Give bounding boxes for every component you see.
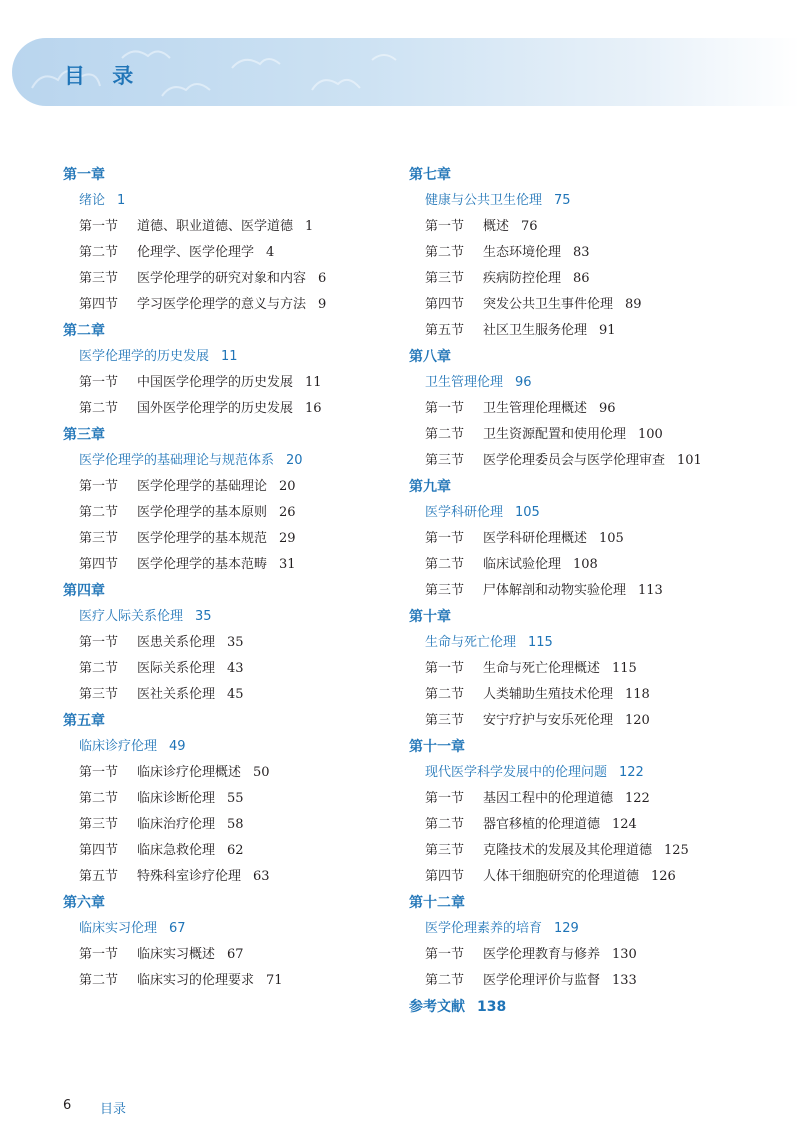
- section-title: 医学伦理教育与修养: [483, 947, 601, 962]
- section-page-number: 26: [279, 505, 296, 520]
- chapter-title[interactable]: [409, 500, 749, 526]
- chapter-title-text: 现代医学科学发展中的伦理问题: [425, 765, 608, 780]
- section-title: 医学科研伦理概述: [483, 531, 588, 546]
- section-number: 第一节: [79, 219, 119, 234]
- chapter-title[interactable]: [63, 448, 403, 474]
- chapter-label[interactable]: [63, 890, 403, 916]
- chapter-title[interactable]: [409, 630, 749, 656]
- section-number: 第一节: [425, 947, 465, 962]
- section-title: 社区卫生服务伦理: [483, 323, 588, 338]
- section-number: 第三节: [425, 271, 465, 286]
- toc-section-entry[interactable]: [63, 864, 403, 890]
- section-title: 人类辅助生殖技术伦理: [483, 687, 614, 702]
- section-title: 临床诊疗伦理概述: [137, 765, 242, 780]
- page-title: 目 录: [64, 64, 144, 88]
- section-page-number: 63: [253, 869, 270, 884]
- section-page-number: 125: [664, 843, 689, 858]
- section-number: 第二节: [79, 505, 119, 520]
- chapter-label-text: 第六章: [63, 895, 105, 911]
- section-number: 第四节: [425, 869, 465, 884]
- section-title: 临床实习概述: [137, 947, 216, 962]
- toc-section-entry[interactable]: [63, 370, 403, 396]
- chapter-title[interactable]: [63, 344, 403, 370]
- section-number: 第二节: [79, 973, 119, 988]
- toc-chapter: [409, 890, 749, 994]
- toc-chapter: [63, 318, 403, 422]
- toc-chapter: [409, 344, 749, 474]
- toc-section-entry[interactable]: [63, 838, 403, 864]
- section-title: 卫生管理伦理概述: [483, 401, 588, 416]
- section-number: 第一节: [79, 765, 119, 780]
- section-page-number: 31: [279, 557, 296, 572]
- chapter-label-text: 第三章: [63, 427, 105, 443]
- section-title: 尸体解剖和动物实验伦理: [483, 583, 627, 598]
- section-title: 突发公共卫生事件伦理: [483, 297, 614, 312]
- section-page-number: 115: [612, 661, 637, 676]
- section-number: 第三节: [79, 817, 119, 832]
- toc-section-entry[interactable]: [63, 630, 403, 656]
- section-page-number: 29: [279, 531, 296, 546]
- chapter-title-text: 医学科研伦理: [425, 505, 504, 520]
- section-title: 医患关系伦理: [137, 635, 216, 650]
- section-number: 第三节: [79, 531, 119, 546]
- chapter-title[interactable]: [409, 188, 749, 214]
- section-number: 第一节: [79, 947, 119, 962]
- chapter-title[interactable]: [63, 188, 403, 214]
- toc-section-entry[interactable]: [409, 578, 749, 604]
- section-page-number: 58: [227, 817, 244, 832]
- section-page-number: 101: [677, 453, 702, 468]
- section-title: 基因工程中的伦理道德: [483, 791, 614, 806]
- toc-chapter: [409, 604, 749, 734]
- section-page-number: 113: [638, 583, 663, 598]
- chapter-title-text: 医学伦理学的历史发展: [79, 349, 210, 364]
- chapter-page-number: 35: [195, 609, 212, 624]
- chapter-label-text: 第九章: [409, 479, 451, 495]
- section-number: 第二节: [79, 661, 119, 676]
- section-page-number: 100: [638, 427, 663, 442]
- section-number: 第三节: [425, 843, 465, 858]
- section-title: 概述: [483, 219, 510, 234]
- section-number: 第三节: [425, 453, 465, 468]
- toc-section-entry[interactable]: [409, 552, 749, 578]
- chapter-page-number: 138: [477, 999, 507, 1015]
- chapter-label-text: 第十章: [409, 609, 451, 625]
- chapter-title-text: 医疗人际关系伦理: [79, 609, 184, 624]
- section-number: 第二节: [425, 817, 465, 832]
- section-number: 第二节: [425, 427, 465, 442]
- section-title: 生态环境伦理: [483, 245, 562, 260]
- chapter-page-number: 115: [528, 635, 553, 650]
- toc-section-entry[interactable]: [409, 292, 749, 318]
- section-title: 医学伦理学的研究对象和内容: [137, 271, 307, 286]
- chapter-title-text: 生命与死亡伦理: [425, 635, 517, 650]
- chapter-label-text: 第四章: [63, 583, 105, 599]
- section-page-number: 50: [253, 765, 270, 780]
- section-number: 第三节: [425, 713, 465, 728]
- chapter-page-number: 67: [169, 921, 186, 936]
- toc-section-entry[interactable]: [409, 448, 749, 474]
- section-page-number: 108: [573, 557, 598, 572]
- section-title: 医学伦理学的基本原则: [137, 505, 268, 520]
- chapter-page-number: 122: [619, 765, 644, 780]
- section-number: 第二节: [425, 557, 465, 572]
- section-page-number: 118: [625, 687, 650, 702]
- section-page-number: 96: [599, 401, 616, 416]
- section-number: 第二节: [79, 245, 119, 260]
- chapter-label[interactable]: [409, 994, 749, 1020]
- chapter-label[interactable]: [409, 734, 749, 760]
- chapter-label-text: 参考文献: [409, 999, 465, 1015]
- chapter-page-number: 1: [117, 193, 126, 208]
- section-number: 第一节: [425, 661, 465, 676]
- chapter-label[interactable]: [63, 422, 403, 448]
- section-number: 第三节: [79, 271, 119, 286]
- chapter-label-text: 第二章: [63, 323, 105, 339]
- section-number: 第二节: [425, 687, 465, 702]
- section-title: 医社关系伦理: [137, 687, 216, 702]
- chapter-page-number: 96: [515, 375, 532, 390]
- chapter-label-text: 第五章: [63, 713, 105, 729]
- section-number: 第一节: [425, 531, 465, 546]
- section-page-number: 20: [279, 479, 296, 494]
- section-page-number: 9: [318, 297, 327, 312]
- toc-chapter: [63, 708, 403, 890]
- toc-section-entry[interactable]: [409, 708, 749, 734]
- toc-section-entry[interactable]: [63, 526, 403, 552]
- section-title: 医学伦理学的基本范畴: [137, 557, 268, 572]
- section-title: 医学伦理学的基本规范: [137, 531, 268, 546]
- footer-running-title: 目录: [100, 1102, 127, 1117]
- section-title: 中国医学伦理学的历史发展: [137, 375, 294, 390]
- section-title: 克隆技术的发展及其伦理道德: [483, 843, 653, 858]
- section-page-number: 122: [625, 791, 650, 806]
- section-number: 第一节: [425, 219, 465, 234]
- chapter-title[interactable]: [63, 604, 403, 630]
- toc-section-entry[interactable]: [63, 266, 403, 292]
- section-page-number: 67: [227, 947, 244, 962]
- chapter-title-text: 卫生管理伦理: [425, 375, 504, 390]
- toc-section-entry[interactable]: [409, 318, 749, 344]
- chapter-page-number: 49: [169, 739, 186, 754]
- section-page-number: 86: [573, 271, 590, 286]
- chapter-label-text: 第一章: [63, 167, 105, 183]
- section-page-number: 133: [612, 973, 637, 988]
- toc-column-left: [63, 162, 403, 994]
- section-number: 第二节: [79, 401, 119, 416]
- section-page-number: 89: [625, 297, 642, 312]
- section-page-number: 35: [227, 635, 244, 650]
- toc-section-entry[interactable]: [409, 526, 749, 552]
- toc-chapter: [409, 734, 749, 890]
- toc-section-entry[interactable]: [409, 682, 749, 708]
- section-title: 伦理学、医学伦理学: [137, 245, 255, 260]
- section-page-number: 4: [266, 245, 275, 260]
- toc-section-entry[interactable]: [63, 786, 403, 812]
- section-page-number: 1: [305, 219, 314, 234]
- chapter-title-text: 临床诊疗伦理: [79, 739, 158, 754]
- section-title: 医学伦理委员会与医学伦理审查: [483, 453, 666, 468]
- section-title: 安宁疗护与安乐死伦理: [483, 713, 614, 728]
- section-title: 医际关系伦理: [137, 661, 216, 676]
- chapter-label[interactable]: [63, 708, 403, 734]
- toc-chapter: [63, 422, 403, 578]
- toc-section-entry[interactable]: [409, 240, 749, 266]
- toc-section-entry[interactable]: [63, 500, 403, 526]
- section-page-number: 16: [305, 401, 322, 416]
- toc-column-right: [409, 162, 749, 1020]
- section-title: 疾病防控伦理: [483, 271, 562, 286]
- section-page-number: 126: [651, 869, 676, 884]
- chapter-label[interactable]: [63, 318, 403, 344]
- section-title: 道德、职业道德、医学道德: [137, 219, 294, 234]
- section-title: 临床治疗伦理: [137, 817, 216, 832]
- toc-section-entry[interactable]: [409, 396, 749, 422]
- section-title: 临床诊断伦理: [137, 791, 216, 806]
- toc-section-entry[interactable]: [63, 942, 403, 968]
- chapter-title-text: 绪论: [79, 193, 106, 208]
- section-number: 第一节: [425, 401, 465, 416]
- section-number: 第一节: [425, 791, 465, 806]
- toc-section-entry[interactable]: [409, 786, 749, 812]
- section-number: 第四节: [79, 843, 119, 858]
- toc-chapter: [409, 474, 749, 604]
- section-page-number: 105: [599, 531, 624, 546]
- chapter-label[interactable]: [63, 162, 403, 188]
- toc-section-entry[interactable]: [409, 838, 749, 864]
- toc-section-entry[interactable]: [409, 422, 749, 448]
- section-number: 第一节: [79, 375, 119, 390]
- chapter-title-text: 医学伦理学的基础理论与规范体系: [79, 453, 275, 468]
- toc-section-entry[interactable]: [409, 864, 749, 890]
- section-number: 第三节: [425, 583, 465, 598]
- section-title: 特殊科室诊疗伦理: [137, 869, 242, 884]
- toc-section-entry[interactable]: [63, 214, 403, 240]
- section-title: 国外医学伦理学的历史发展: [137, 401, 294, 416]
- section-number: 第二节: [79, 791, 119, 806]
- toc-section-entry[interactable]: [63, 968, 403, 994]
- chapter-label[interactable]: [409, 890, 749, 916]
- chapter-label[interactable]: [409, 162, 749, 188]
- section-number: 第三节: [79, 687, 119, 702]
- chapter-label-text: 第十二章: [409, 895, 465, 911]
- chapter-label[interactable]: [63, 578, 403, 604]
- toc-section-entry[interactable]: [409, 656, 749, 682]
- toc-chapter: [409, 162, 749, 344]
- section-number: 第五节: [79, 869, 119, 884]
- toc-section-entry[interactable]: [63, 292, 403, 318]
- toc-section-entry[interactable]: [409, 968, 749, 994]
- toc-section-entry[interactable]: [63, 396, 403, 422]
- chapter-title[interactable]: [409, 916, 749, 942]
- section-title: 医学伦理学的基础理论: [137, 479, 268, 494]
- toc-section-entry[interactable]: [63, 552, 403, 578]
- toc-section-entry[interactable]: [409, 266, 749, 292]
- section-page-number: 91: [599, 323, 616, 338]
- toc-section-entry[interactable]: [63, 682, 403, 708]
- section-title: 人体干细胞研究的伦理道德: [483, 869, 640, 884]
- section-page-number: 55: [227, 791, 244, 806]
- chapter-label-text: 第七章: [409, 167, 451, 183]
- section-page-number: 83: [573, 245, 590, 260]
- section-number: 第四节: [79, 297, 119, 312]
- section-page-number: 45: [227, 687, 244, 702]
- chapter-label[interactable]: [409, 474, 749, 500]
- section-number: 第二节: [425, 973, 465, 988]
- toc-chapter: [63, 162, 403, 318]
- chapter-page-number: 11: [221, 349, 238, 364]
- chapter-label[interactable]: [409, 344, 749, 370]
- section-title: 器官移植的伦理道德: [483, 817, 601, 832]
- chapter-title-text: 临床实习伦理: [79, 921, 158, 936]
- chapter-title-text: 医学伦理素养的培育: [425, 921, 543, 936]
- chapter-title[interactable]: [63, 734, 403, 760]
- section-title: 医学伦理评价与监督: [483, 973, 601, 988]
- chapter-page-number: 105: [515, 505, 540, 520]
- chapter-title[interactable]: [63, 916, 403, 942]
- section-page-number: 120: [625, 713, 650, 728]
- section-page-number: 76: [521, 219, 538, 234]
- chapter-page-number: 20: [286, 453, 303, 468]
- toc-chapter: [63, 890, 403, 994]
- section-page-number: 6: [318, 271, 327, 286]
- toc-section-entry[interactable]: [63, 760, 403, 786]
- toc-section-entry[interactable]: [63, 812, 403, 838]
- chapter-label[interactable]: [409, 604, 749, 630]
- toc-section-entry[interactable]: [409, 214, 749, 240]
- toc-section-entry[interactable]: [409, 812, 749, 838]
- chapter-page-number: 129: [554, 921, 579, 936]
- section-title: 临床实习的伦理要求: [137, 973, 255, 988]
- chapter-title-text: 健康与公共卫生伦理: [425, 193, 543, 208]
- section-number: 第一节: [79, 479, 119, 494]
- section-page-number: 11: [305, 375, 322, 390]
- section-page-number: 124: [612, 817, 637, 832]
- chapter-label-text: 第十一章: [409, 739, 465, 755]
- toc-chapter: [409, 994, 749, 1020]
- section-title: 临床试验伦理: [483, 557, 562, 572]
- section-title: 临床急救伦理: [137, 843, 216, 858]
- chapter-page-number: 75: [554, 193, 571, 208]
- section-number: 第五节: [425, 323, 465, 338]
- toc-section-entry[interactable]: [63, 656, 403, 682]
- section-number: 第四节: [425, 297, 465, 312]
- section-title: 卫生资源配置和使用伦理: [483, 427, 627, 442]
- section-number: 第一节: [79, 635, 119, 650]
- toc-section-entry[interactable]: [63, 240, 403, 266]
- section-page-number: 71: [266, 973, 283, 988]
- toc-section-entry[interactable]: [63, 474, 403, 500]
- section-title: 学习医学伦理学的意义与方法: [137, 297, 307, 312]
- section-title: 生命与死亡伦理概述: [483, 661, 601, 676]
- section-number: 第四节: [79, 557, 119, 572]
- section-page-number: 43: [227, 661, 244, 676]
- chapter-title[interactable]: [409, 370, 749, 396]
- section-page-number: 62: [227, 843, 244, 858]
- section-number: 第二节: [425, 245, 465, 260]
- chapter-label-text: 第八章: [409, 349, 451, 365]
- chapter-title[interactable]: [409, 760, 749, 786]
- toc-chapter: [63, 578, 403, 708]
- footer-page-number: 6: [63, 1098, 72, 1113]
- toc-section-entry[interactable]: [409, 942, 749, 968]
- section-page-number: 130: [612, 947, 637, 962]
